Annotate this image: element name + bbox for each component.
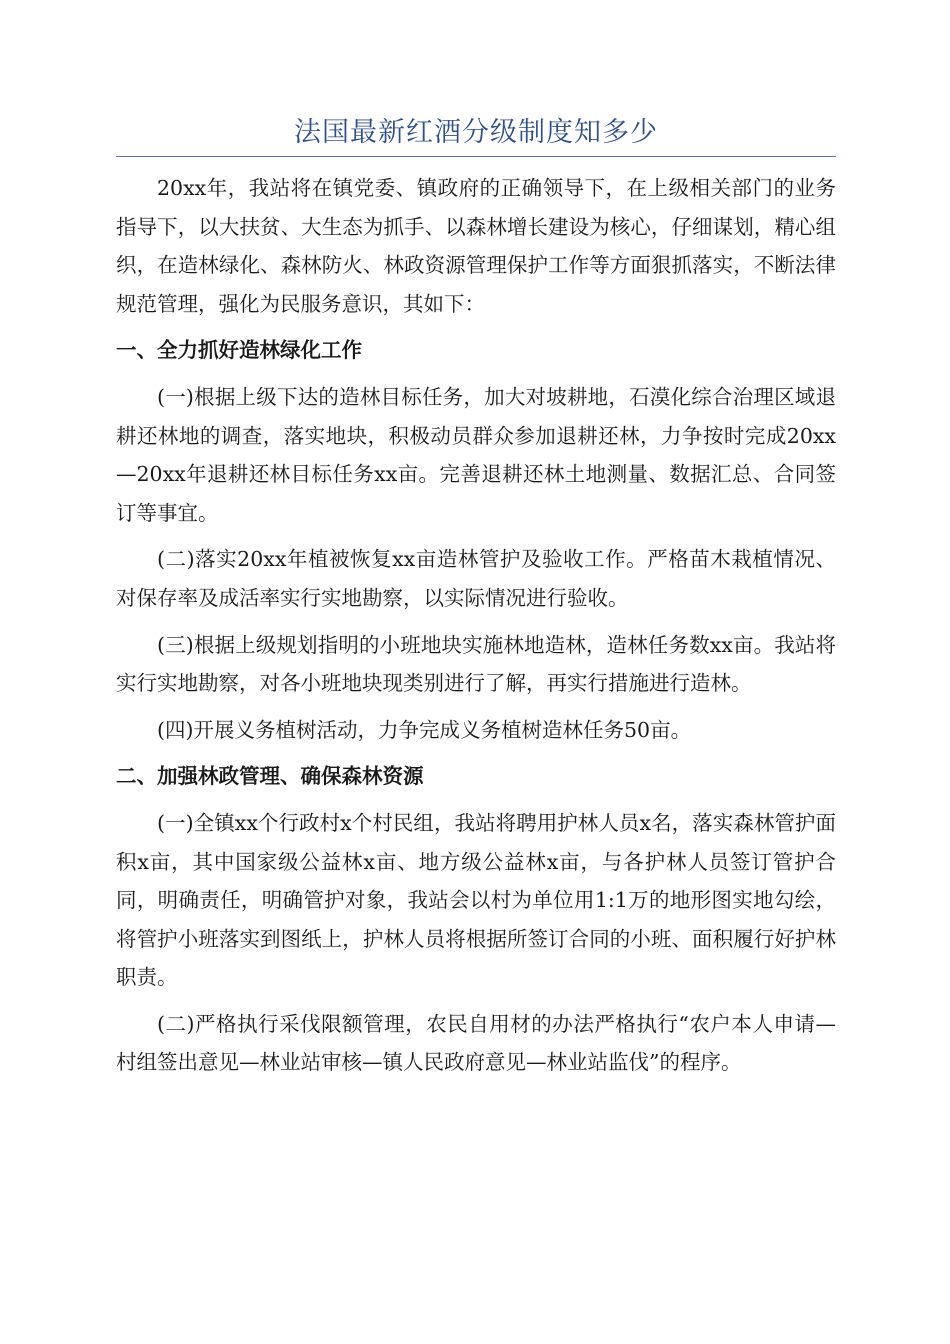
- section-heading-1: 一、全力抓好造林绿化工作: [116, 338, 362, 363]
- document-page: [116, 0, 836, 1082]
- paragraph-1-4: (四)开展义务植树活动，力争完成义务植树造林任务50亩。: [157, 717, 692, 742]
- section-heading-2: 二、加强林政管理、确保森林资源: [116, 764, 424, 789]
- paragraph-2-1: (一)全镇xx个行政村x个村民组，我站将聘用护林人员x名，落实森林管护面积x亩，其中国家级公益林x亩、地方级公益林x亩，与各护林人员签订管护合同，明确责任，明确管护对象，我站会以村为单位用1:1万的地形图实地勾绘，将管护小班落实到图纸上，护林人员将根据所签订合同的小班、面积履行好护林职责。: [116, 810, 836, 990]
- paragraph-1-3: (三)根据上级规划指明的小班地块实施林地造林，造林任务数xx亩。我站将实行实地勘察，对各小班地块现类别进行了解，再实行措施进行造林。: [116, 632, 836, 696]
- document-title: 法国最新红酒分级制度知多少: [294, 117, 658, 148]
- paragraph-intro: 20xx年，我站将在镇党委、镇政府的正确领导下，在上级相关部门的业务指导下，以大扶贫、大生态为抓手、以森林增长建设为核心，仔细谋划，精心组织，在造林绿化、森林防火、林政资源管理保护工作等方面狠抓落实，不断法律规范管理，强化为民服务意识，其如下：: [116, 176, 836, 316]
- paragraph-1-1: (一)根据上级下达的造林目标任务，加大对坡耕地，石漠化综合治理区域退耕还林地的调查，落实地块，积极动员群众参加退耕还林，力争按时完成20xx—20xx年退耕还林目标任务xx亩。完善退耕还林土地测量、数据汇总、合同签订等事宜。: [116, 384, 836, 525]
- paragraph-2-2: (二)严格执行采伐限额管理，农民自用材的办法严格执行“农户本人申请—村组签出意见—林业站审核—镇人民政府意见—林业站监伐”的程序。: [116, 1011, 836, 1075]
- paragraph-1-2: (二)落实20xx年植被恢复xx亩造林管护及验收工作。严格苗木栽植情况、对保存率及成活率实行实地勘察，以实际情况进行验收。: [116, 547, 836, 610]
